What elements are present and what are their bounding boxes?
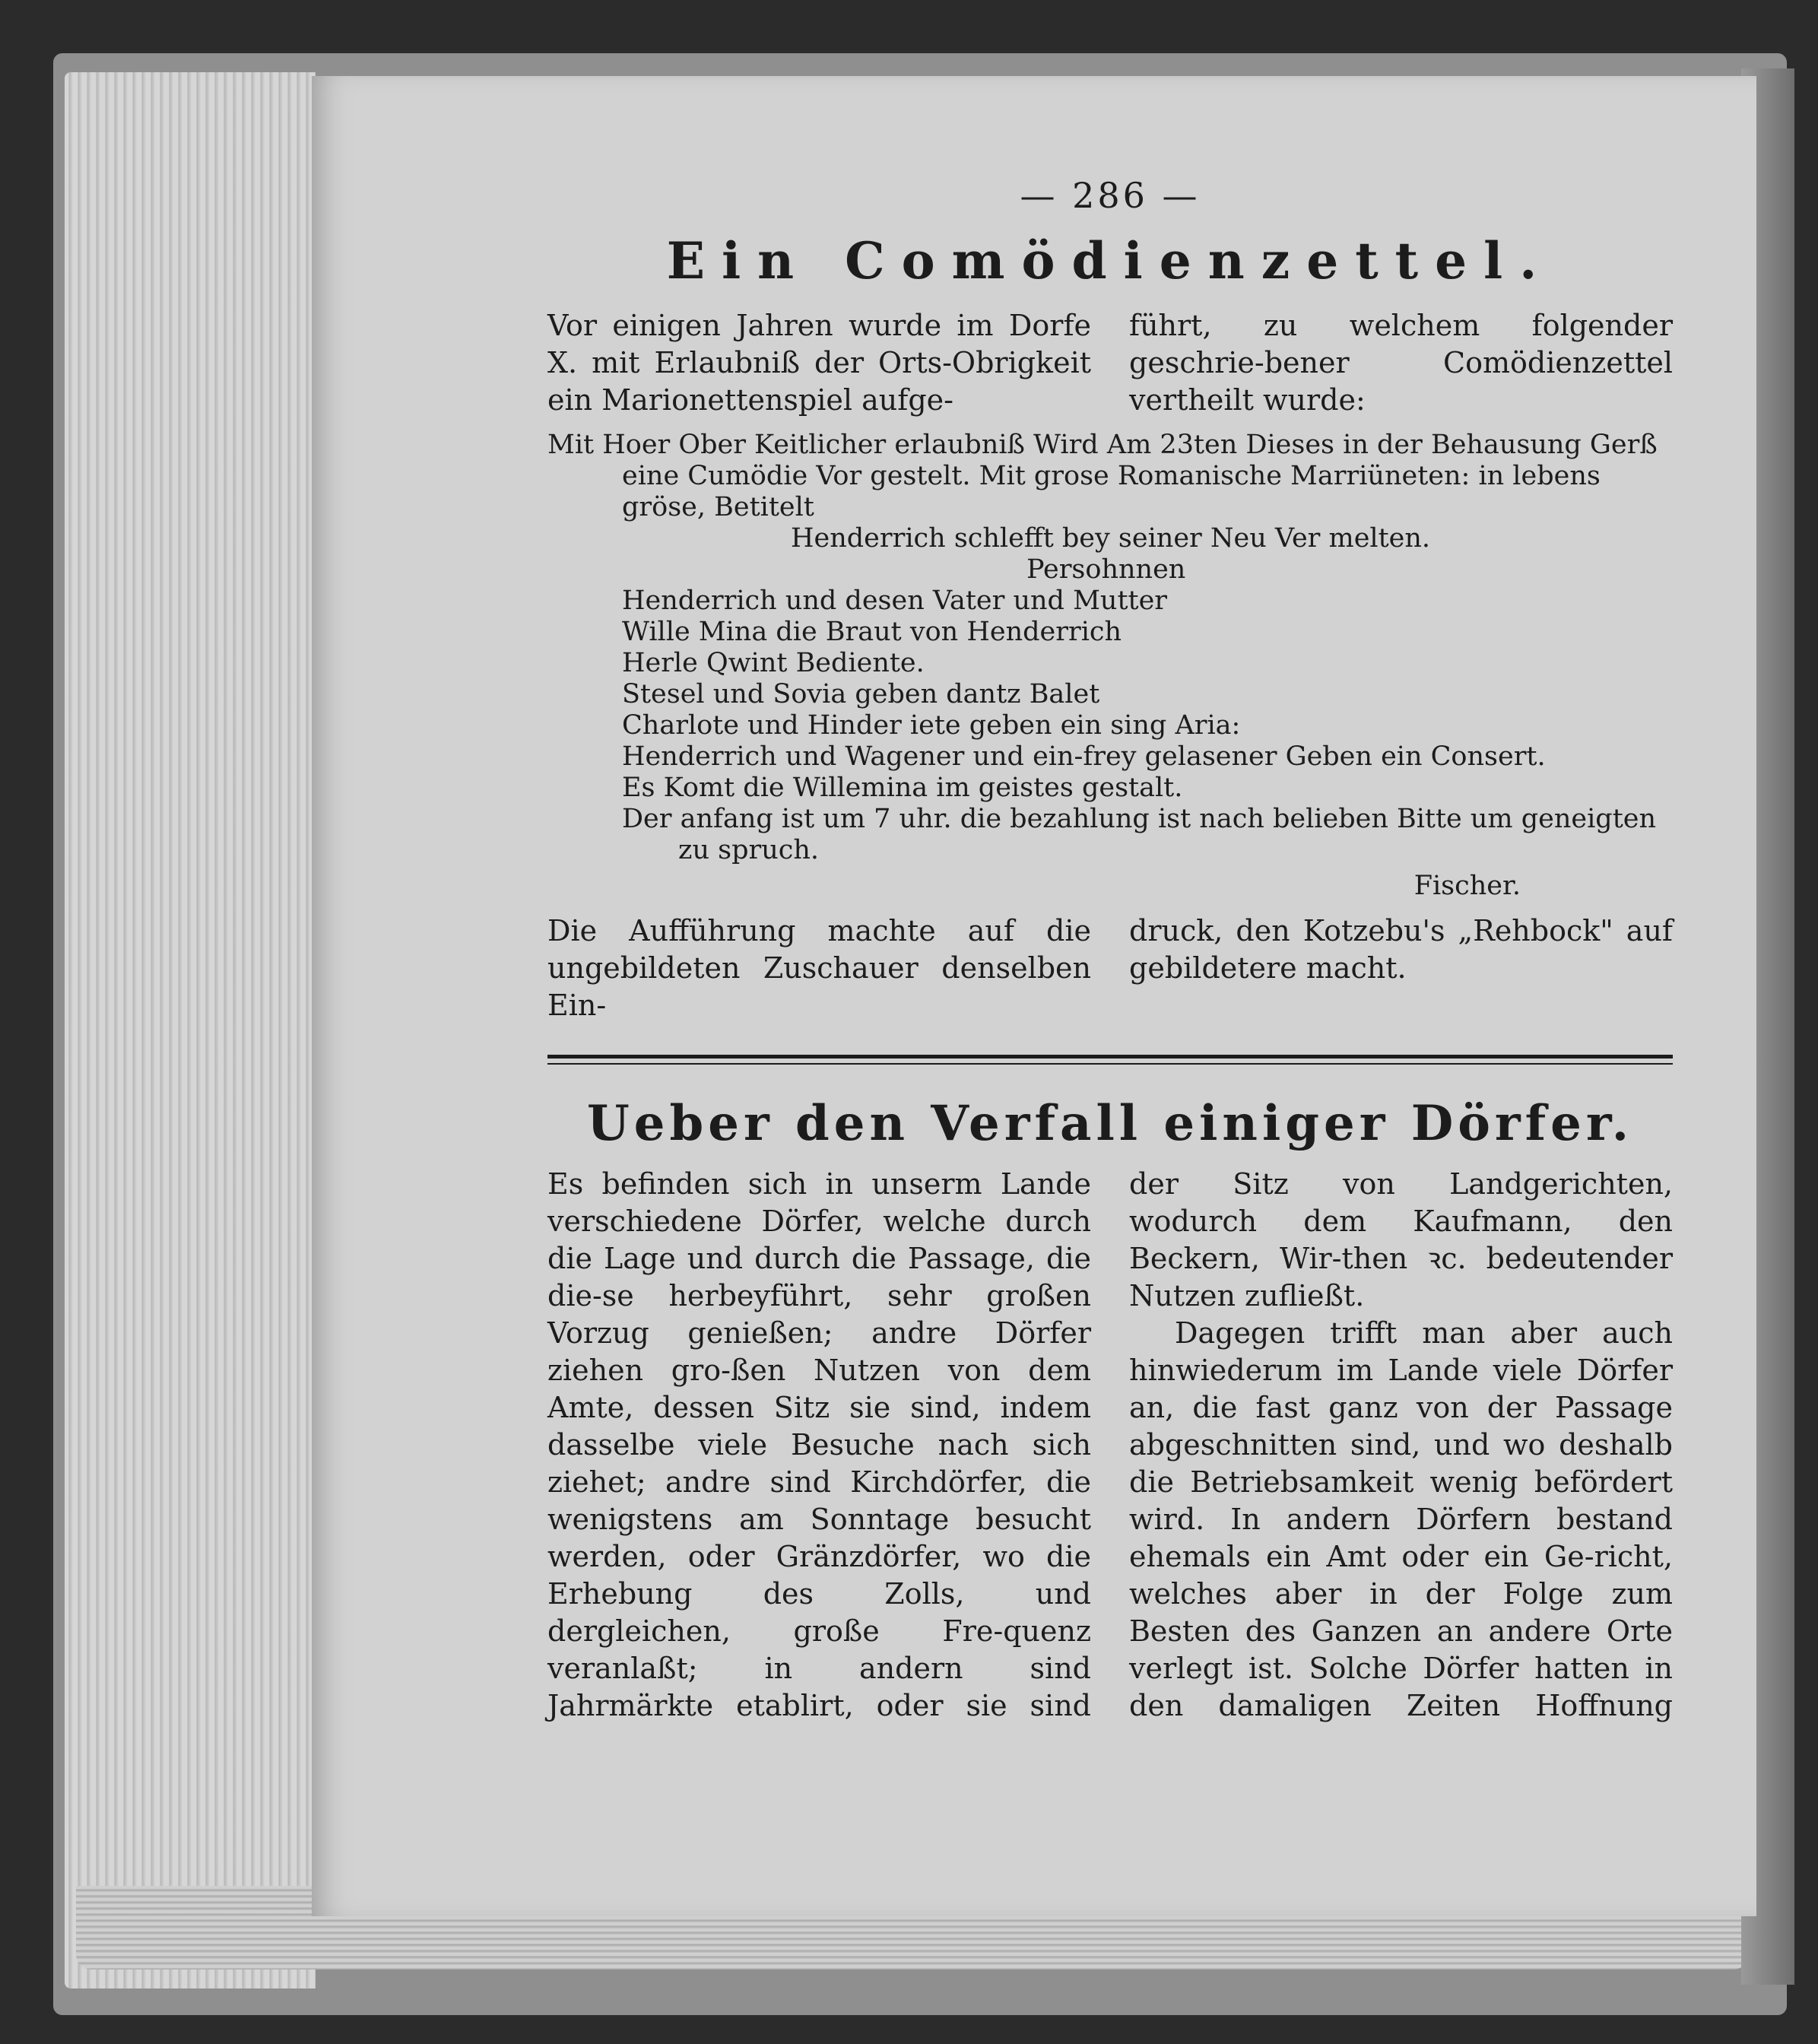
intro-left-column bbox=[547, 307, 1091, 419]
notice-line-1: Mit Hoer Ober Keitlicher erlaubniß Wird Am 23ten Dieses in der Behausung Gerß bbox=[547, 430, 1658, 460]
after-right-text: druck, den Kotzebu's „Rehbock" auf gebildetere macht. bbox=[1129, 914, 1673, 985]
persons-heading: Persohnnen bbox=[1026, 554, 1186, 585]
article-right-column bbox=[1129, 1166, 1673, 1725]
person-item: Henderrich und Wagener und ein-frey gelasener Geben ein Consert. bbox=[622, 741, 1546, 772]
after-left-column bbox=[547, 912, 1091, 1024]
article-right-paragraph-2: Dagegen trifft man aber auch hinwiederum im Lande viele Dörfer an, die fast ganz von der Passage abgeschnitten sind, und wo deshalb die Betriebsamkeit wenig befördert wird. In andern Dörfern bestand ehemals ein Amt oder ein Ge-richt, welches aber in der Folge zum Besten des Ganzen an andere Orte verlegt ist. Solche Dörfer hatten in den damaligen Zeiten Hoffnung bbox=[1129, 1316, 1673, 1722]
person-item: Herle Qwint Bediente. bbox=[622, 648, 925, 678]
after-right-column bbox=[1129, 912, 1673, 1024]
playbill-notice bbox=[547, 430, 1673, 902]
page-number: — 286 — bbox=[1020, 175, 1201, 216]
notice-line-3: gröse, Betitelt bbox=[622, 492, 814, 522]
page-content bbox=[547, 175, 1673, 1725]
article-left-text: Es befinden sich in unserm Lande verschiedene Dörfer, welche durch die Lage und durch die Passage, die die-se herbeyführt, sehr großen Vorzug genießen; andre Dörfer ziehen gro-ßen Nutzen von dem Amte, dessen Sitz sie sind, indem dasselbe viele Besuche nach sich ziehet; andre sind Kirchdörfer, die wenigstens am Sonntage besucht werden, oder Gränzdörfer, wo die Erhebung des Zolls, und dergleichen, große Fre-quenz veranlaßt; in andern sind Jahrmärkte etablirt, oder sie sind bbox=[547, 1167, 1091, 1722]
article-columns bbox=[547, 1166, 1673, 1725]
notice-closing-2: zu spruch. bbox=[678, 835, 820, 865]
intro-right-column bbox=[1129, 307, 1673, 419]
section-title-comoedienzettel: Ein Comödienzettel. bbox=[666, 231, 1554, 290]
article-left-column bbox=[547, 1166, 1091, 1725]
after-columns bbox=[547, 912, 1673, 1024]
article-right-paragraph-1: der Sitz von Landgerichten, wodurch dem Kaufmann, den Beckern, Wir-then ꝛc. bedeutender Nutzen zufließt. bbox=[1129, 1167, 1673, 1312]
notice-closing-1: Der anfang ist um 7 uhr. die bezahlung ist nach belieben Bitte um geneigten bbox=[622, 804, 1657, 834]
person-item: Charlote und Hinder iete geben ein sing Aria: bbox=[622, 710, 1241, 741]
intro-left-text: Vor einigen Jahren wurde im Dorfe X. mit Erlaubniß der Orts-Obrigkeit ein Marionettenspiel aufge- bbox=[547, 309, 1091, 417]
section-title-verfall: Ueber den Verfall einiger Dörfer. bbox=[586, 1095, 1634, 1152]
play-title: Henderrich schlefft bey seiner Neu Ver melten. bbox=[791, 523, 1431, 554]
person-item: Henderrich und desen Vater und Mutter bbox=[622, 586, 1168, 616]
book-page bbox=[312, 76, 1756, 1916]
intro-columns bbox=[547, 307, 1673, 419]
notice-line-2: eine Cumödie Vor gestelt. Mit grose Romanische Marriüneten: in lebens bbox=[622, 461, 1601, 491]
page-edges bbox=[65, 72, 316, 1988]
person-item: Wille Mina die Braut von Henderrich bbox=[622, 617, 1122, 647]
section-divider bbox=[547, 1055, 1673, 1065]
person-item: Es Komt die Willemina im geistes gestalt. bbox=[622, 773, 1183, 803]
person-item: Stesel und Sovia geben dantz Balet bbox=[622, 679, 1100, 709]
signature: Fischer. bbox=[1413, 871, 1521, 901]
after-left-text: Die Aufführung machte auf die ungebildeten Zuschauer denselben Ein- bbox=[547, 914, 1091, 1022]
intro-right-text: führt, zu welchem folgender geschrie-bener Comödienzettel vertheilt wurde: bbox=[1129, 309, 1673, 417]
